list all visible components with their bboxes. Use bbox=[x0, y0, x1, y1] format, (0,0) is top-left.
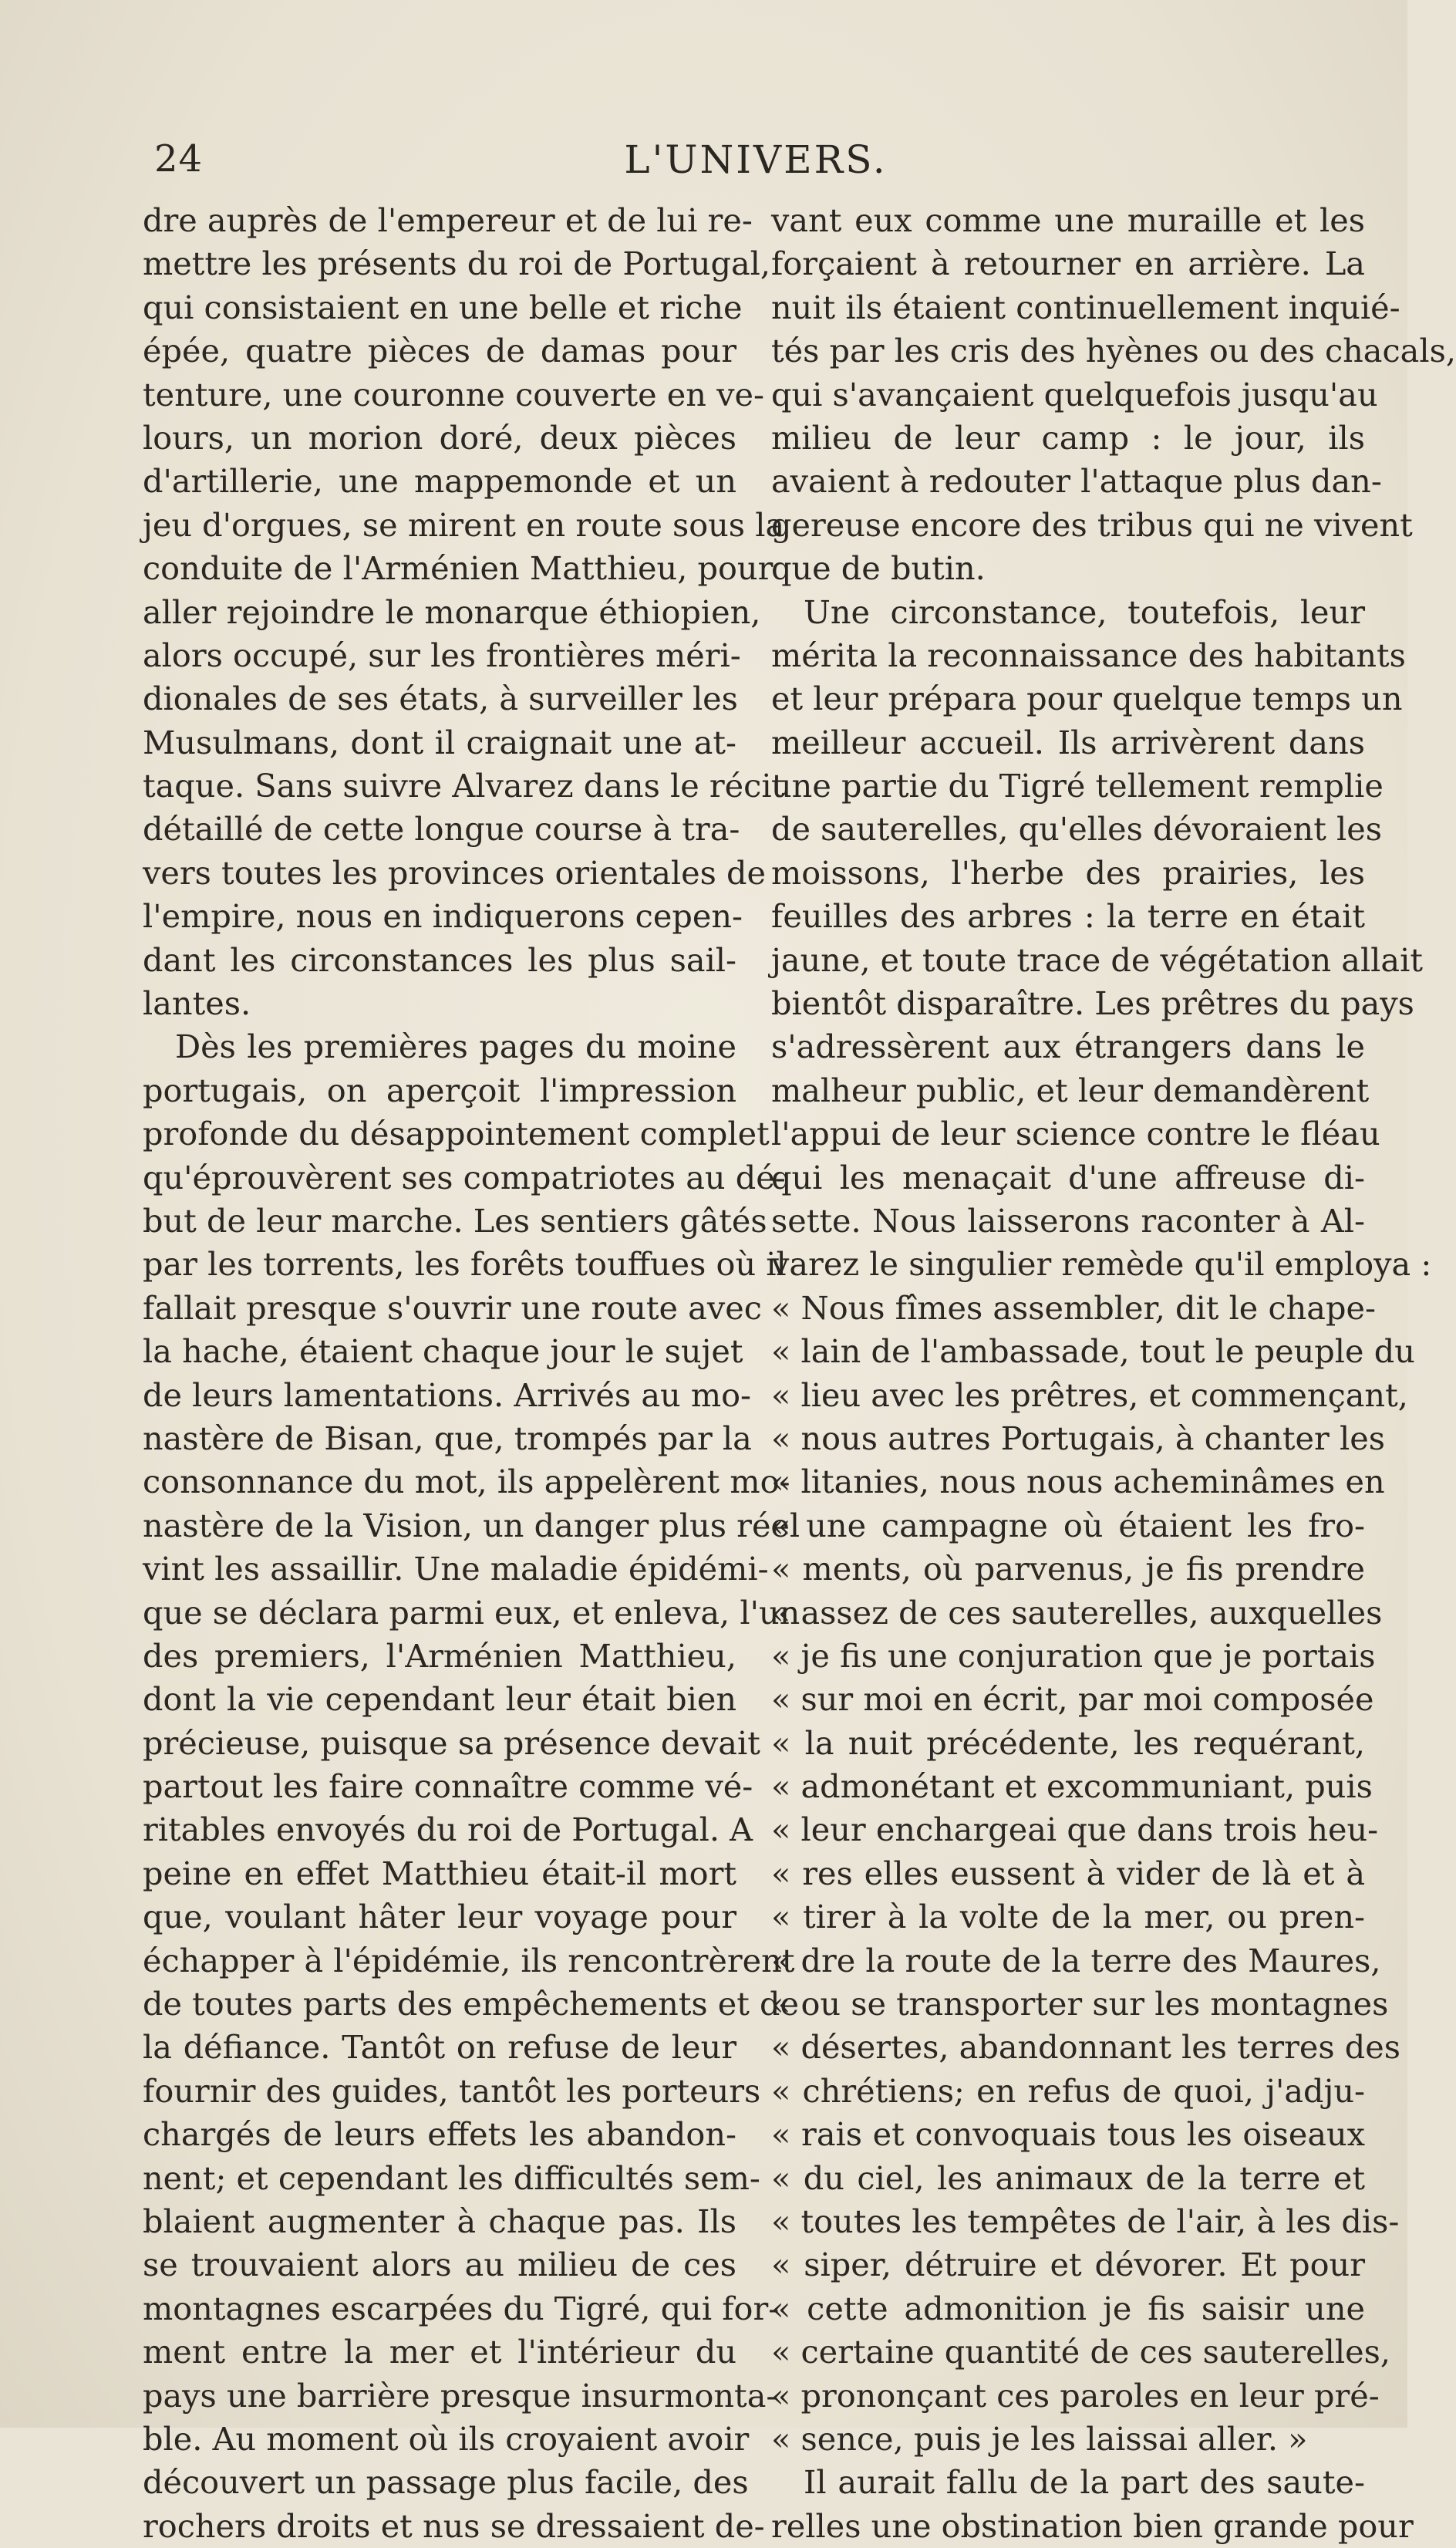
text-line: « leur enchargeai que dans trois heu- bbox=[771, 1811, 1379, 1849]
text-line: partout les faire connaître comme vé- bbox=[143, 1768, 753, 1806]
text-line: avaient à redouter l'attaque plus dan- bbox=[771, 463, 1382, 501]
text-line: tés par les cris des hyènes ou des chacals, bbox=[771, 332, 1456, 370]
page-number: 24 bbox=[154, 137, 204, 181]
text-line: « je fis une conjuration que je portais bbox=[771, 1637, 1376, 1675]
text-line: ble. Au moment où ils croyaient avoir bbox=[143, 2420, 750, 2458]
text-line: relles une obstination bien grande pour bbox=[771, 2507, 1414, 2545]
text-line: épée, quatre pièces de damas pour bbox=[143, 332, 736, 370]
text-line: « sence, puis je les laissai aller. » bbox=[771, 2420, 1308, 2458]
text-line: feuilles des arbres : la terre en était bbox=[771, 898, 1365, 936]
text-line: « res elles eussent à vider de là et à bbox=[771, 1854, 1365, 1892]
text-line: Il aurait fallu de la part des saute- bbox=[804, 2464, 1365, 2502]
text-line: peine en effet Matthieu était-il mort bbox=[143, 1854, 736, 1892]
text-line: « lain de l'ambassade, tout le peuple du bbox=[771, 1333, 1415, 1371]
text-line: forçaient à retourner en arrière. La bbox=[771, 245, 1365, 283]
text-line: Musulmans, dont il craignait une at- bbox=[143, 724, 736, 761]
text-line: mérita la reconnaissance des habitants bbox=[771, 636, 1406, 674]
text-line: « lieu avec les prêtres, et commençant, bbox=[771, 1376, 1408, 1414]
text-line: « ou se transporter sur les montagnes bbox=[771, 1986, 1389, 2023]
text-line: milieu de leur camp : le jour, ils bbox=[771, 419, 1365, 457]
left-text-column bbox=[143, 199, 800, 2548]
text-line: par les torrents, les forêts touffues où il bbox=[143, 1246, 787, 1284]
text-line: l'empire, nous en indiquerons cepen- bbox=[143, 898, 743, 936]
text-line: de sauterelles, qu'elles dévoraient les bbox=[771, 811, 1382, 849]
text-line: ment entre la mer et l'intérieur du bbox=[143, 2334, 736, 2371]
text-line: qui consistaient en une belle et riche bbox=[143, 289, 743, 326]
text-line: « toutes les tempêtes de l'air, à les dis- bbox=[771, 2202, 1400, 2240]
text-line: profonde du désappointement complet bbox=[143, 1115, 770, 1153]
text-line: « la nuit précédente, les requérant, bbox=[771, 1724, 1365, 1762]
text-line: « certaine quantité de ces sauterelles, bbox=[771, 2334, 1391, 2371]
text-line: « litanies, nous nous acheminâmes en bbox=[771, 1463, 1385, 1501]
text-line: s'adressèrent aux étrangers dans le bbox=[771, 1028, 1365, 1066]
text-line: « du ciel, les animaux de la terre et bbox=[771, 2159, 1365, 2197]
text-line: jaune, et toute trace de végétation allait bbox=[771, 941, 1423, 979]
text-line: que de butin. bbox=[771, 550, 986, 588]
text-line: alors occupé, sur les frontières méri- bbox=[143, 636, 741, 674]
text-line: Dès les premières pages du moine bbox=[175, 1028, 736, 1066]
text-line: montagnes escarpées du Tigré, qui for- bbox=[143, 2290, 780, 2327]
text-line: dre auprès de l'empereur et de lui re- bbox=[143, 202, 753, 239]
text-line: « admonétant et excommuniant, puis bbox=[771, 1768, 1373, 1806]
text-line: vant eux comme une muraille et les bbox=[771, 202, 1365, 239]
text-line: Une circonstance, toutefois, leur bbox=[804, 593, 1365, 631]
text-line: consonnance du mot, ils appelèrent mo- bbox=[143, 1463, 790, 1501]
text-line: « dre la route de la terre des Maures, bbox=[771, 1942, 1381, 1979]
text-line: « nous autres Portugais, à chanter les bbox=[771, 1419, 1385, 1457]
text-line: que se déclara parmi eux, et enleva, l'un bbox=[143, 1594, 800, 1632]
text-line: dont la vie cependant leur était bien bbox=[143, 1681, 736, 1719]
text-line: qui les menaçait d'une affreuse di- bbox=[771, 1159, 1365, 1196]
text-line: d'artillerie, une mappemonde et un bbox=[143, 463, 736, 501]
text-line: qui s'avançaient quelquefois jusqu'au bbox=[771, 376, 1378, 413]
text-line: « sur moi en écrit, par moi composée bbox=[771, 1681, 1374, 1719]
text-line: détaillé de cette longue course à tra- bbox=[143, 811, 740, 849]
text-line: conduite de l'Arménien Matthieu, pour bbox=[143, 550, 774, 588]
text-line: « chrétiens; en refus de quoi, j'adju- bbox=[771, 2072, 1365, 2110]
text-line: jeu d'orgues, se mirent en route sous la bbox=[143, 506, 785, 544]
text-line: portugais, on aperçoit l'impression bbox=[143, 1072, 736, 1109]
text-line: la défiance. Tantôt on refuse de leur bbox=[143, 2029, 736, 2067]
text-line: « cette admonition je fis saisir une bbox=[771, 2290, 1365, 2327]
text-line: précieuse, puisque sa présence devait bbox=[143, 1724, 760, 1762]
text-line: varez le singulier remède qu'il employa : bbox=[771, 1246, 1432, 1284]
text-line: aller rejoindre le monarque éthiopien, bbox=[143, 593, 761, 631]
text-line: « assez de ces sauterelles, auxquelles bbox=[771, 1594, 1383, 1632]
text-line: chargés de leurs effets les abandon- bbox=[143, 2116, 736, 2154]
text-line: fournir des guides, tantôt les porteurs bbox=[143, 2072, 761, 2110]
text-line: meilleur accueil. Ils arrivèrent dans bbox=[771, 724, 1365, 761]
text-line: « désertes, abandonnant les terres des bbox=[771, 2029, 1400, 2067]
text-line: « ments, où parvenus, je fis prendre bbox=[771, 1551, 1365, 1588]
text-line: se trouvaient alors au milieu de ces bbox=[143, 2246, 736, 2284]
text-line: échapper à l'épidémie, ils rencontrèrent bbox=[143, 1942, 795, 1979]
text-line: dionales de ses états, à surveiller les bbox=[143, 680, 738, 718]
text-line: « Nous fîmes assembler, dit le chape- bbox=[771, 1289, 1376, 1327]
running-title: L'UNIVERS. bbox=[624, 137, 888, 182]
text-line: blaient augmenter à chaque pas. Ils bbox=[143, 2202, 736, 2240]
text-line: gereuse encore des tribus qui ne vivent bbox=[771, 506, 1413, 544]
right-text-column bbox=[771, 199, 1456, 2548]
text-line: vint les assaillir. Une maladie épidémi- bbox=[143, 1551, 769, 1588]
text-line: ritables envoyés du roi de Portugal. A bbox=[143, 1811, 753, 1849]
text-line: que, voulant hâter leur voyage pour bbox=[143, 1898, 736, 1936]
text-line: « rais et convoquais tous les oiseaux bbox=[771, 2116, 1365, 2154]
page-header bbox=[154, 137, 1357, 191]
text-line: tenture, une couronne couverte en ve- bbox=[143, 376, 764, 413]
text-line: vers toutes les provinces orientales de bbox=[143, 854, 767, 892]
text-line: « tirer à la volte de la mer, ou pren- bbox=[771, 1898, 1365, 1936]
text-line: sette. Nous laisserons raconter à Al- bbox=[771, 1202, 1365, 1240]
text-line: de leurs lamentations. Arrivés au mo- bbox=[143, 1376, 751, 1414]
text-line: lantes. bbox=[143, 985, 251, 1023]
text-line: moissons, l'herbe des prairies, les bbox=[771, 854, 1365, 892]
text-line: la hache, étaient chaque jour le sujet bbox=[143, 1333, 743, 1371]
text-line: des premiers, l'Arménien Matthieu, bbox=[143, 1637, 736, 1675]
text-line: nent; et cependant les difficultés sem- bbox=[143, 2159, 760, 2197]
text-line: nastère de la Vision, un danger plus réel bbox=[143, 1507, 800, 1544]
text-line: fallait presque s'ouvrir une route avec bbox=[143, 1289, 762, 1327]
text-line: découvert un passage plus facile, des bbox=[143, 2464, 749, 2502]
text-line: dant les circonstances les plus sail- bbox=[143, 941, 736, 979]
text-line: « prononçant ces paroles en leur pré- bbox=[771, 2377, 1380, 2415]
text-line: nastère de Bisan, que, trompés par la bbox=[143, 1419, 752, 1457]
text-line: taque. Sans suivre Alvarez dans le récit bbox=[143, 768, 785, 805]
text-line: lours, un morion doré, deux pièces bbox=[143, 419, 736, 457]
text-line: de toutes parts des empêchements et de bbox=[143, 1986, 800, 2023]
text-line: « une campagne où étaient les fro- bbox=[771, 1507, 1365, 1544]
text-line: une partie du Tigré tellement remplie bbox=[771, 768, 1384, 805]
text-line: bientôt disparaître. Les prêtres du pays bbox=[771, 985, 1414, 1023]
text-line: mettre les présents du roi de Portugal, bbox=[143, 245, 771, 283]
text-line: pays une barrière presque insurmonta- bbox=[143, 2377, 777, 2415]
text-line: l'appui de leur science contre le fléau bbox=[771, 1115, 1380, 1153]
text-line: malheur public, et leur demandèrent bbox=[771, 1072, 1370, 1109]
text-line: nuit ils étaient continuellement inquié- bbox=[771, 289, 1400, 326]
text-line: rochers droits et nus se dressaient de- bbox=[143, 2507, 765, 2545]
text-line: et leur prépara pour quelque temps un bbox=[771, 680, 1403, 718]
text-line: qu'éprouvèrent ses compatriotes au dé- bbox=[143, 1159, 786, 1196]
text-line: but de leur marche. Les sentiers gâtés bbox=[143, 1202, 767, 1240]
text-line: « siper, détruire et dévorer. Et pour bbox=[771, 2246, 1365, 2284]
